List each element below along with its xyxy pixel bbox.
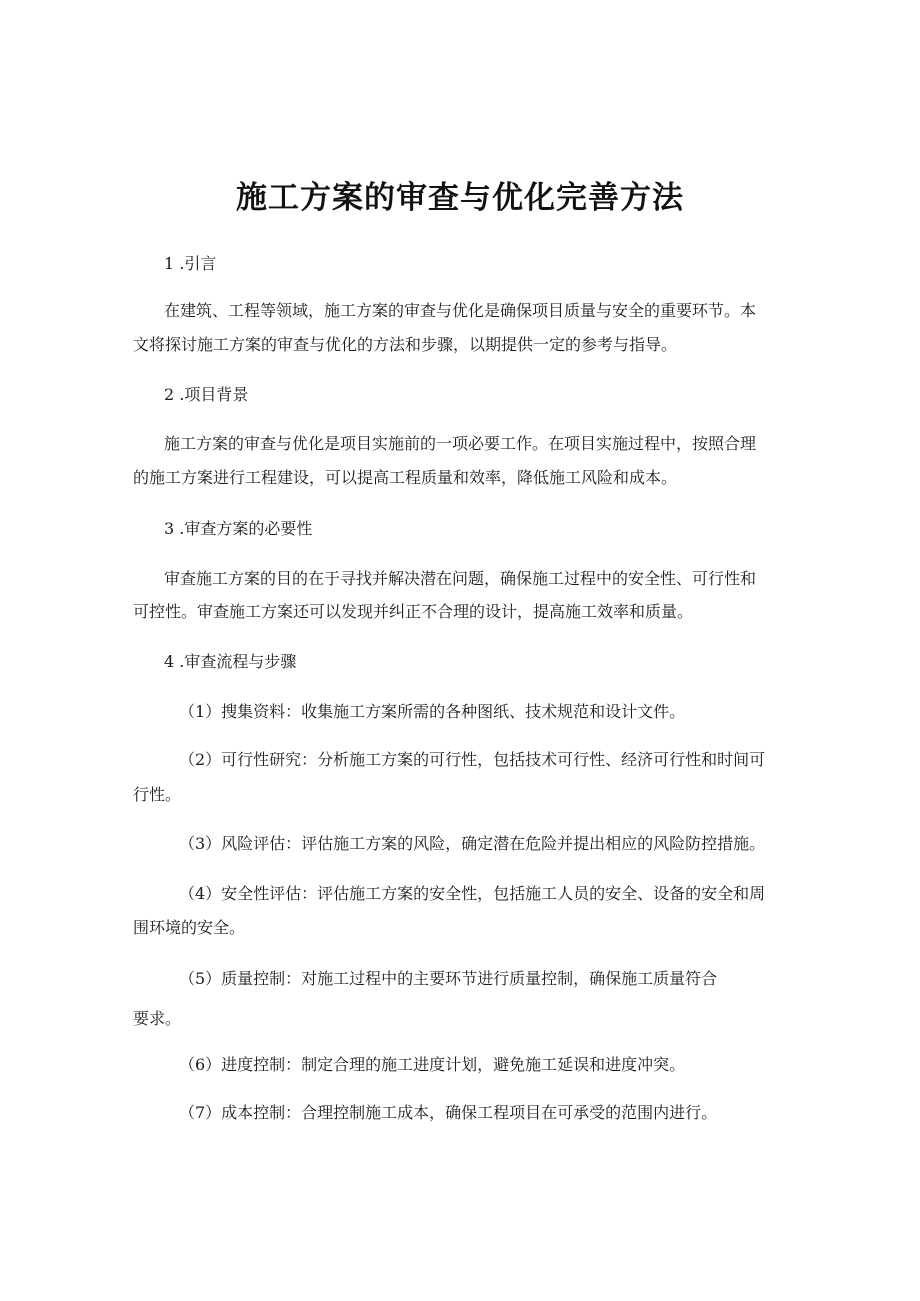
- list-item-feasibility: （2）可行性研究：分析施工方案的可行性，包括技术可行性、经济可行性和时间可: [179, 750, 766, 769]
- paragraph-line: 在建筑、工程等领域，施工方案的审查与优化是确保项目质量与安全的重要环节。本: [164, 301, 757, 320]
- paragraph-line: 文将探讨施工方案的审查与优化的方法和步骤，以期提供一定的参考与指导。: [133, 335, 678, 354]
- paragraph-line: 施工方案的审查与优化是项目实施前的一项必要工作。在项目实施过程中，按照合理: [164, 434, 757, 453]
- list-item-continuation: 围环境的安全。: [133, 918, 246, 937]
- paragraph-line: 可控性。审查施工方案还可以发现并纠正不合理的设计，提高施工效率和质量。: [133, 602, 694, 621]
- section-heading-process: 4 .审查流程与步骤: [164, 652, 297, 671]
- list-item-risk-assessment: （3）风险评估：评估施工方案的风险，确定潜在危险并提出相应的风险防控措施。: [179, 834, 766, 853]
- paragraph-line: 审查施工方案的目的在于寻找并解决潜在问题，确保施工过程中的安全性、可行性和: [164, 569, 757, 588]
- section-heading-necessity: 3 .审查方案的必要性: [164, 519, 313, 538]
- list-item-collect-materials: （1）搜集资料：收集施工方案所需的各种图纸、技术规范和设计文件。: [179, 702, 686, 721]
- list-item-quality-control: （5）质量控制：对施工过程中的主要环节进行质量控制，确保施工质量符合: [179, 969, 718, 988]
- list-item-schedule-control: （6）进度控制：制定合理的施工进度计划，避免施工延误和进度冲突。: [179, 1055, 686, 1074]
- list-item-continuation: 要求。: [133, 1009, 182, 1028]
- list-item-safety-assessment: （4）安全性评估：评估施工方案的安全性，包括施工人员的安全、设备的安全和周: [179, 884, 766, 903]
- paragraph-line: 的施工方案进行工程建设，可以提高工程质量和效率，降低施工风险和成本。: [133, 468, 678, 487]
- list-item-continuation: 行性。: [133, 785, 182, 804]
- section-heading-background: 2 .项目背景: [164, 385, 249, 404]
- document-title: 施工方案的审查与优化完善方法: [236, 180, 684, 216]
- section-heading-introduction: 1 .引言: [164, 254, 217, 273]
- list-item-cost-control: （7）成本控制：合理控制施工成本，确保工程项目在可承受的范围内进行。: [179, 1103, 718, 1122]
